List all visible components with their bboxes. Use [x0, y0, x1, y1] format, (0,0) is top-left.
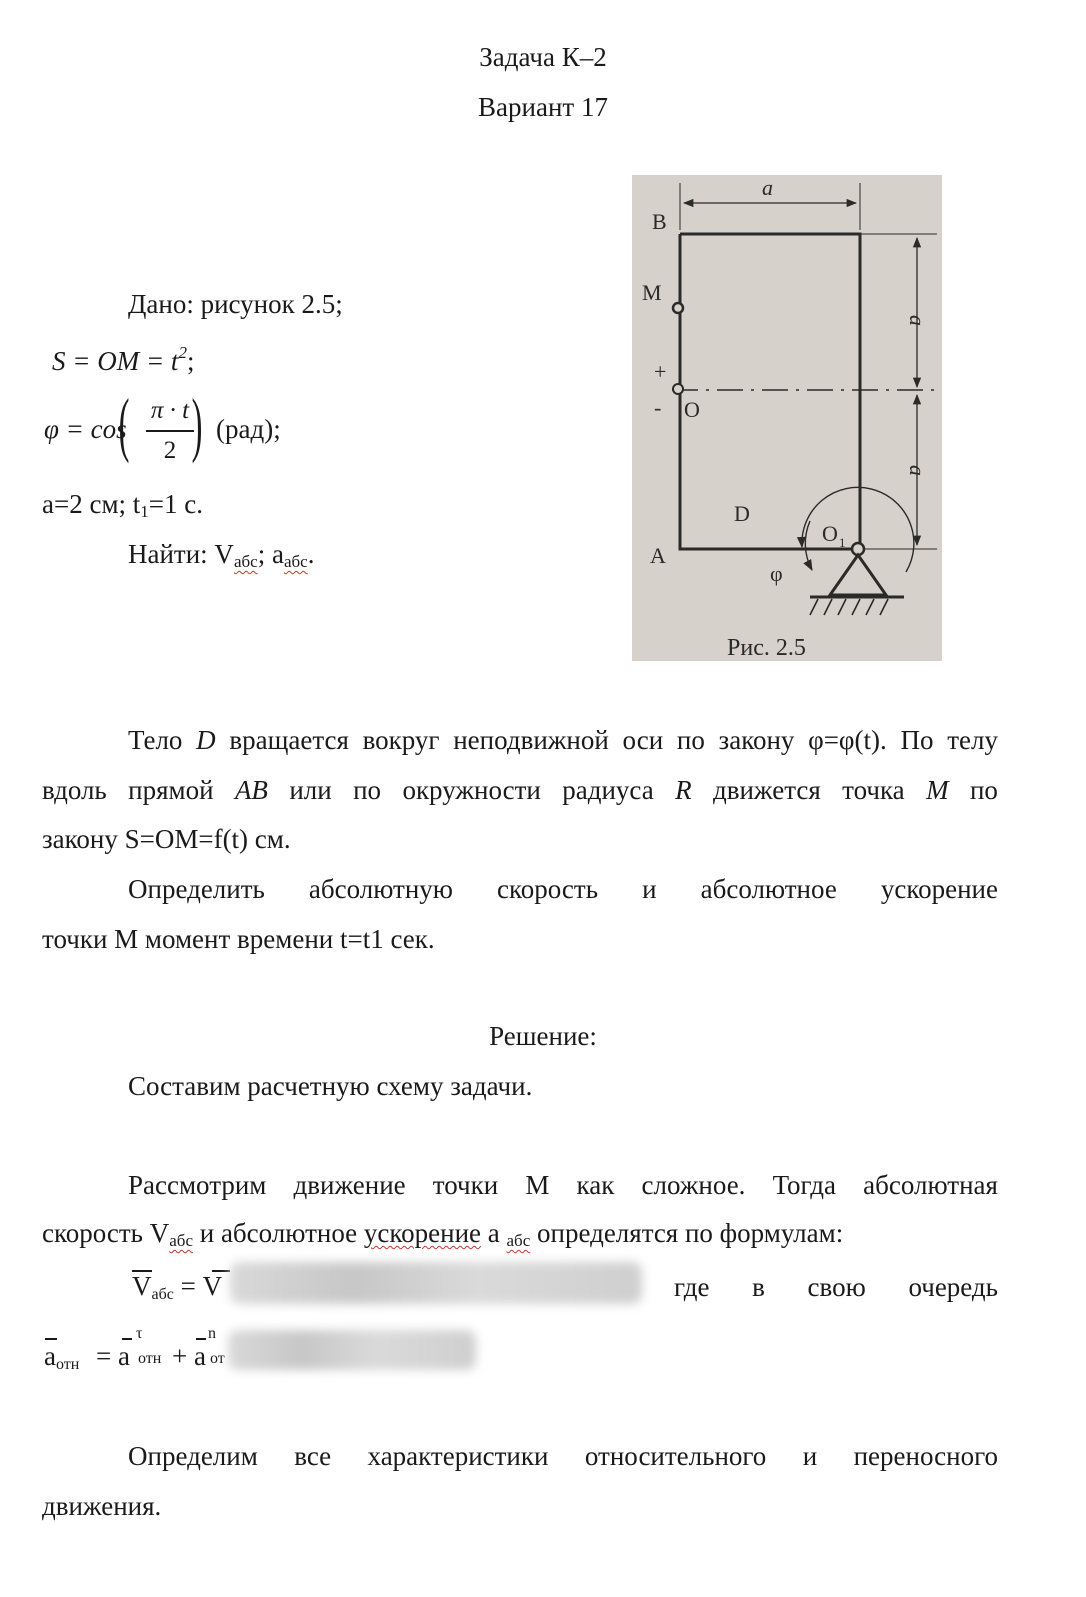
f2-c-sub: от [210, 1350, 225, 1367]
word: сложное. [641, 1170, 746, 1200]
f2-tau: τ [136, 1325, 143, 1342]
word: по [676, 725, 705, 755]
label-o: O [684, 397, 700, 422]
word: по [353, 775, 382, 805]
statement-line-2 [42, 777, 998, 804]
c2-a: скорость V [42, 1218, 170, 1248]
word: D [196, 725, 216, 755]
c2-d: a [481, 1218, 507, 1248]
c2-b: и абсолютное [193, 1218, 364, 1248]
phi-fraction-bar [146, 430, 194, 432]
word: прямой [128, 775, 214, 805]
word: R [675, 775, 692, 805]
params-sub: 1 [140, 502, 149, 521]
word: ускорение [880, 874, 998, 904]
params-end: =1 с. [148, 489, 204, 519]
word: M [926, 775, 949, 805]
f2-overbar-c [196, 1338, 206, 1340]
label-a-top: a [762, 175, 773, 200]
s-law [52, 344, 194, 375]
word: скорость [497, 874, 599, 904]
word: M [525, 1170, 550, 1200]
define-line-1 [128, 1443, 998, 1470]
label-o1-sub: 1 [839, 535, 846, 550]
consider-line-1 [128, 1172, 998, 1199]
find-label: Найти: V [128, 539, 234, 569]
find-sep: ; a [257, 539, 284, 569]
word: по [969, 775, 998, 805]
c2-c: ускорение [363, 1218, 482, 1248]
word: вращается [229, 725, 349, 755]
c2-sub2: абс [506, 1231, 531, 1250]
s-law-exp: 2 [178, 343, 187, 362]
f2-plus: + a [172, 1341, 206, 1371]
word: закону [718, 725, 795, 755]
figure-2-5 [632, 175, 942, 661]
word: оси [622, 725, 664, 755]
ground-hatching [810, 599, 888, 615]
word: абсолютная [863, 1170, 998, 1200]
word: φ=φ(t). [808, 725, 887, 755]
c2-e: определятся по формулам: [530, 1218, 844, 1248]
f1-sub: абс [151, 1286, 174, 1303]
word: точка [842, 775, 905, 805]
c2-sub1: абс [169, 1231, 193, 1250]
f1-tail [674, 1274, 998, 1301]
f1-lhs [132, 1273, 222, 1303]
f2-overbar-a [45, 1338, 57, 1340]
point-m [673, 303, 683, 313]
variant-title: Вариант 17 [478, 92, 608, 122]
word: или [289, 775, 332, 805]
label-minus: - [654, 395, 662, 420]
mechanism-diagram [632, 175, 942, 661]
f2-eq: = a [96, 1341, 130, 1371]
word: Тело [128, 725, 183, 755]
support-triangle [830, 555, 886, 595]
s-law-main: S = OM = t [52, 346, 179, 376]
word: вокруг [362, 725, 440, 755]
f2-n: n [208, 1325, 216, 1342]
find-line [128, 541, 314, 570]
find-a-sub: абс [283, 552, 308, 571]
word: переносного [853, 1441, 998, 1471]
word: Определим [128, 1441, 258, 1471]
statement-line-5: точки M момент времени t=t1 сек. [42, 924, 435, 954]
task-title: Задача К–2 [479, 42, 607, 72]
params-line [42, 491, 203, 520]
find-end: . [307, 539, 315, 569]
word: как [576, 1170, 615, 1200]
word: движется [713, 775, 821, 805]
word: вдоль [42, 775, 107, 805]
word: характеристики [367, 1441, 549, 1471]
word: свою [807, 1272, 866, 1302]
word: движение [293, 1170, 406, 1200]
word: Рассмотрим [128, 1170, 267, 1200]
word: По [900, 725, 934, 755]
label-phi: φ [770, 561, 783, 586]
word: абсолютную [308, 874, 453, 904]
f1-v: V [132, 1271, 152, 1301]
f2-blurred-region [228, 1330, 476, 1370]
label-b: B [652, 209, 667, 234]
f2-a-sub: отн [55, 1356, 80, 1373]
f1-blurred-region [230, 1262, 642, 1304]
word: и [802, 1441, 818, 1471]
label-a-right-lower: a [905, 465, 930, 476]
consider-line-2 [42, 1220, 843, 1249]
word: телу [947, 725, 998, 755]
word: AB [234, 775, 268, 805]
statement-line-1 [128, 727, 998, 754]
label-plus: + [654, 359, 667, 384]
word: окружности [402, 775, 541, 805]
word: и [642, 874, 657, 904]
f2-b-sub: отн [138, 1350, 162, 1367]
word: Определить [128, 874, 265, 904]
solution-heading: Решение: [489, 1021, 597, 1051]
word: радиуса [562, 775, 654, 805]
label-m: M [642, 280, 662, 305]
phi-numerator: π · t [150, 397, 190, 424]
define-line-2: движения. [42, 1491, 162, 1521]
statement-line-4 [128, 876, 998, 903]
statement-line-3: закону S=OM=f(t) см. [42, 824, 291, 854]
f2-overbar-b [122, 1338, 132, 1340]
s-law-end: ; [186, 346, 195, 376]
f2-a [44, 1343, 79, 1373]
phi-denominator: 2 [163, 437, 177, 464]
params-text: a=2 см; t [42, 489, 141, 519]
phi-paren-right: ) [191, 384, 203, 464]
body-frame [680, 234, 860, 549]
given-label: Дано: рисунок 2.5; [128, 289, 343, 319]
word: относительного [584, 1441, 767, 1471]
point-o [673, 384, 683, 394]
word: в [752, 1272, 765, 1302]
phi-unit: (рад); [216, 414, 281, 444]
word: абсолютное [700, 874, 837, 904]
word: точки [432, 1170, 499, 1200]
figure-caption: Рис. 2.5 [727, 635, 806, 661]
label-o1: O [822, 521, 838, 546]
solution-scheme: Составим расчетную схему задачи. [128, 1071, 533, 1101]
f1-overbar-2 [212, 1270, 230, 1272]
rotation-arc [802, 487, 914, 572]
word: все [294, 1441, 332, 1471]
word: неподвижной [453, 725, 609, 755]
phi-paren-left: ( [118, 384, 130, 464]
phi-left: φ = cos [44, 414, 127, 444]
label-a-point: A [650, 543, 666, 568]
word: где [674, 1272, 710, 1302]
f1-eq: = V [180, 1271, 223, 1301]
word: очередь [908, 1272, 998, 1302]
phi-arrow [805, 521, 812, 570]
word: Тогда [772, 1170, 837, 1200]
find-v-sub: абс [233, 552, 258, 571]
label-a-right-upper: a [905, 315, 930, 326]
f2-a-letter: a [44, 1341, 56, 1371]
label-d: D [734, 501, 750, 526]
